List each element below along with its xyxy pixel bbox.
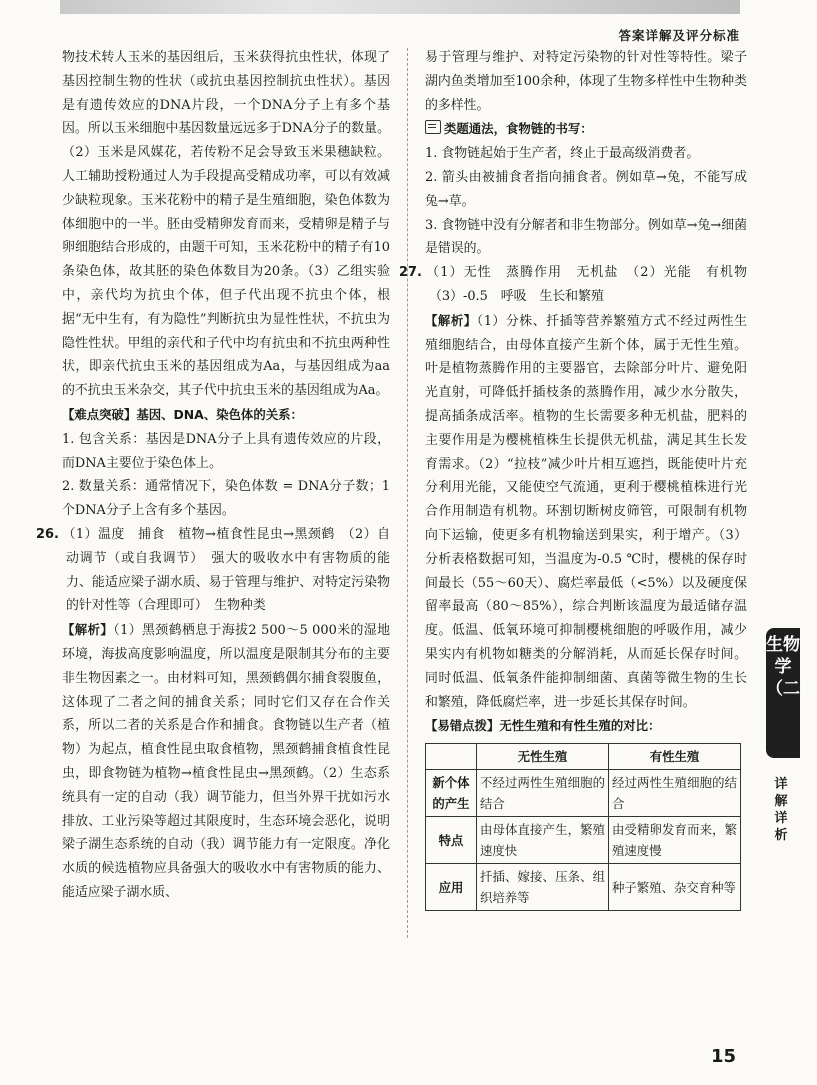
method-label: 类题通法 xyxy=(444,121,494,137)
question-26-analysis xyxy=(62,618,390,905)
left-column xyxy=(36,46,390,905)
method-item: 3. 食物链中没有分解者和非生物部分。例如草→兔→细菌是错误的。 xyxy=(425,217,747,257)
error-heading xyxy=(425,714,747,739)
tip-item: 2. 数量关系：通常情况下，染色体数 = DNA分子数；1个DNA分子上含有多个基因。 xyxy=(62,479,390,519)
answer-paragraph: 物技术转人玉米的基因组后，玉米获得抗虫性状，体现了基因控制生物的性状（或抗虫基因控制抗虫性状）。基因是有遗传效应的DNA片段，一个DNA分子上有多个基因。所以玉米细胞中基因数量远远多于DNA分子的数量。（2）玉米是风媒花，若传粉不足会导致玉米果穗缺粒。人工辅助授粉通过人为手段提高受精成功率，可以有效减少缺粒现象。玉米花粉中的精子是生殖细胞，染色体数为体细胞中的一半。胚由受精卵发育而来，受精卵是精子与卵细胞结合形成的，由题干可知，玉米花粉中的精子有10条染色体，故其胚的染色体数目为20条。（3）乙组实验中，亲代均为抗虫个体，但子代出现不抗虫个体，根据“无中生有，有为隐性”判断抗虫为显性性状，不抗虫为隐性性状。甲组的亲代和子代中均有抗虫和不抗虫两种性状，即亲代抗虫玉米的基因组成为Aa，与基因组成为aa的不抗虫玉米杂交，其子代中抗虫玉米的基因组成为Aa。 xyxy=(62,50,390,399)
answer-paragraph: 易于管理与维护、对特定污染物的针对性等特性。梁子湖内鱼类增加至100余种，体现了生物多样性中生物种类的多样性。 xyxy=(425,50,747,113)
analysis-label: 【解析】 xyxy=(425,312,477,328)
answer-text: （1）无性 蒸腾作用 无机盐 （2）光能 有机物 （3）-0.5 呼吸 生长和繁殖 xyxy=(425,265,760,304)
analysis-label: 【解析】 xyxy=(62,622,114,638)
tip-heading xyxy=(62,403,390,428)
table-cell: 由母体直接产生，繁殖速度快 xyxy=(477,817,609,864)
method-item: 2. 箭头由被捕食者指向捕食者。例如草→兔，不能写成兔→草。 xyxy=(425,169,747,209)
question-27-analysis xyxy=(425,309,747,715)
question-number: 27. xyxy=(399,265,422,281)
method-heading: 类题通法，食物链的书写： xyxy=(425,117,747,142)
table-cell: 由受精卵发育而来，繁殖速度慢 xyxy=(609,817,741,864)
method-item: 1. 食物链起始于生产者，终止于最高级消费者。 xyxy=(425,146,700,162)
tip-title: 基因、DNA、染色体的关系： xyxy=(136,406,303,422)
right-column xyxy=(399,46,760,911)
row-header: 应用 xyxy=(426,864,477,911)
side-caption: 详解详析 xyxy=(774,777,788,843)
scan-top-edge xyxy=(60,0,740,14)
table-row xyxy=(426,817,741,864)
question-27-answer xyxy=(399,261,760,309)
table-cell: 经过两性生殖细胞的结合 xyxy=(609,770,741,817)
table-cell: 种子繁殖、杂交育种等 xyxy=(609,864,741,911)
tip-item: 1. 包含关系：基因是DNA分子上具有遗传效应的片段，而DNA主要位于染色体上。 xyxy=(62,431,390,471)
comparison-table xyxy=(425,743,741,911)
table-row xyxy=(426,770,741,817)
error-label: 【易错点拨】 xyxy=(425,718,500,734)
table-header-row xyxy=(426,744,741,770)
tip-label: 【难点突破】 xyxy=(62,406,137,422)
method-title: 食物链的书写： xyxy=(505,121,593,137)
subject-side-tab: 生物学（二） xyxy=(766,628,800,758)
answer-text: （1）温度 捕食 植物→植食性昆虫→黑颈鹤 （2）自动调节（或自我调节） 强大的吸收水中有害物质的能力、能适应梁子湖水质、易于管理与维护、对特定污染物的针对性等（合理即可） 生物种类 xyxy=(62,526,390,614)
analysis-text: （1）黑颈鹤栖息于海拔2 500～5 000米的湿地环境，海拔高度影响温度，所以温度是限制其分布的主要非生物因素之一。由材料可知，黑颈鹤偶尔捕食裂腹鱼，这体现了二者之间的捕食关系；同时它们又存在合作关系，所以二者的关系是合作和捕食。食物链以生产者（植物）为起点，植食性昆虫取食植物，黑颈鹤捕食植食性昆虫，即食物链为植物→植食性昆虫→黑颈鹤。（2）生态系统具有一定的自动（我）调节能力，但当外界干扰如污水排放、工业污染等超过其限度时，生态环境会恶化，说明梁子湖生态系统的自动（我）调节能力有一定限度。净化水质的候选植物应具备强大的吸收水中有害物质的能力、能适应梁子湖水质、 xyxy=(62,623,390,900)
note-icon xyxy=(425,120,441,134)
column-header: 有性生殖 xyxy=(609,744,741,770)
analysis-text: （1）分株、扦插等营养繁殖方式不经过两性生殖细胞结合，由母体直接产生新个体，属于无性生殖。叶是植物蒸腾作用的主要器官，去除部分叶片、避免阳光直射，可降低扦插枝条的蒸腾作用，减少水分散失，提高插条成活率。植物的生长需要多种无机盐，肥料的主要作用是为樱桃植株生长提供无机盐，满足其生长发育需求。（2）“拉枝”减少叶片相互遮挡，既能使叶片充分利用光能，又能使空气流通，更利于樱桃植株进行光合作用制造有机物。环割切断树皮筛管，可限制有机物向下运输，使更多有机物输送到果实，利于增产。（3）分析表格数据可知，当温度为-0.5 ℃时，樱桃的保存时间最长（55～60天）、腐烂率最低（<5%）以及硬度保留率最高（80～85%），综合判断该温度为最适储存温度。低温、低氧环境可抑制樱桃细胞的呼吸作用，减少果实内有机物如糖类的分解消耗，从而延长保存时间。同时低温、低氧条件能抑制细菌、真菌等微生物的生长和繁殖，降低腐烂率，进一步延长其保存时间。 xyxy=(425,313,747,710)
table-row xyxy=(426,864,741,911)
table-cell: 扦插、嫁接、压条、组织培养等 xyxy=(477,864,609,911)
row-header: 新个体的产生 xyxy=(426,770,477,817)
column-divider xyxy=(407,48,408,938)
table-cell: 不经过两性生殖细胞的结合 xyxy=(477,770,609,817)
table-corner xyxy=(426,744,477,770)
row-header: 特点 xyxy=(426,817,477,864)
running-title: 答案详解及评分标准 xyxy=(618,28,740,43)
page-number: 15 xyxy=(710,1046,736,1067)
error-title: 无性生殖和有性生殖的对比： xyxy=(499,718,661,734)
column-header: 无性生殖 xyxy=(477,744,609,770)
question-number: 26. xyxy=(36,526,59,542)
question-26-answer xyxy=(36,523,390,618)
